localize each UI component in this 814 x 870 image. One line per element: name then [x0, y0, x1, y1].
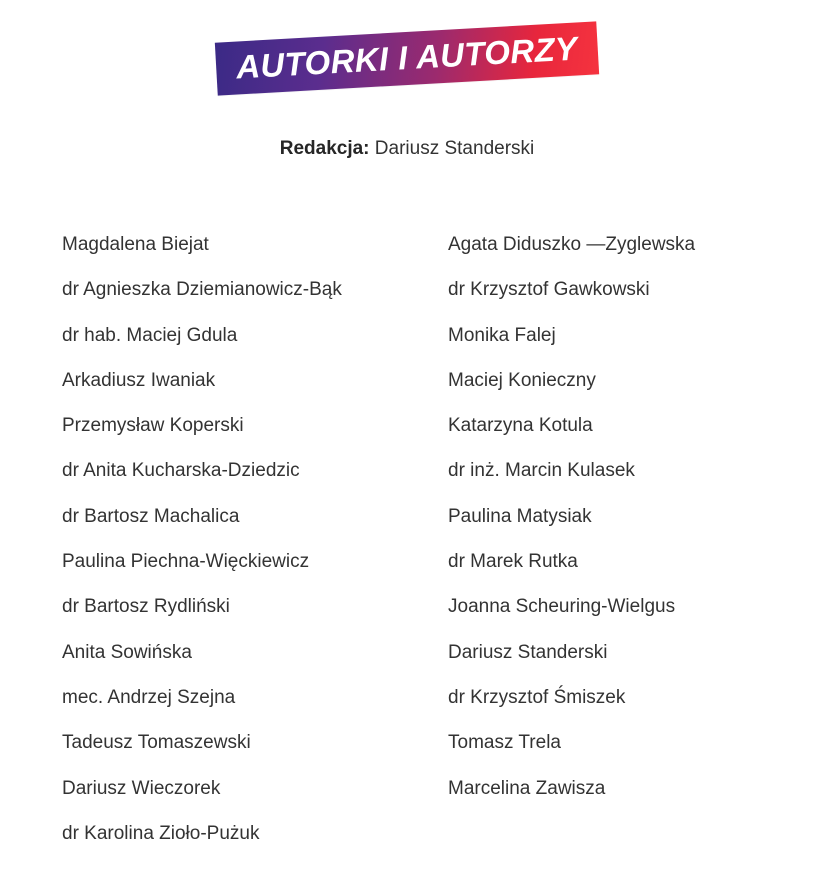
author-name: Agata Diduszko —Zyglewska: [448, 234, 696, 255]
author-name: Maciej Konieczny: [448, 369, 596, 391]
author-name: dr Karolina Zioło-Pużuk: [62, 822, 260, 844]
author-name: Przemysław Koperski: [62, 415, 244, 437]
authors-columns: [0, 222, 814, 856]
author-name: dr Agnieszka Dziemianowicz-Bąk: [62, 279, 342, 301]
author-name: Tadeusz Tomaszewski: [62, 732, 251, 754]
author-name: Joanna Scheuring-Wielgus: [448, 596, 676, 618]
author-name: Anita Sowińska: [62, 641, 192, 663]
editor-name: Dariusz Standerski: [374, 138, 535, 159]
author-name: dr Krzysztof Śmiszek: [448, 686, 626, 708]
author-name: Katarzyna Kotula: [448, 415, 593, 437]
author-name: dr Marek Rutka: [448, 551, 578, 573]
author-name: dr Anita Kucharska-Dziedzic: [62, 460, 300, 482]
author-name: Monika Falej: [448, 324, 556, 346]
editor-credit: [0, 138, 814, 160]
author-name: mec. Andrzej Szejna: [62, 686, 236, 708]
authors-column-left: [0, 222, 386, 856]
editor-label: Redakcja:: [279, 138, 370, 159]
author-name: Paulina Matysiak: [448, 505, 592, 527]
author-name: dr Bartosz Rydliński: [62, 596, 230, 618]
author-name: dr Krzysztof Gawkowski: [448, 279, 650, 301]
page-title: AUTORKI I AUTORZY: [235, 29, 579, 86]
author-name: dr Bartosz Machalica: [62, 505, 240, 527]
author-name: Arkadiusz Iwaniak: [62, 369, 216, 391]
author-name: Dariusz Standerski: [448, 641, 608, 663]
author-name: Tomasz Trela: [448, 732, 561, 754]
author-name: Dariusz Wieczorek: [62, 777, 221, 799]
authors-column-right: [386, 222, 814, 856]
author-name: dr inż. Marcin Kulasek: [448, 460, 635, 482]
author-name: Magdalena Biejat: [62, 234, 209, 255]
author-name: Paulina Piechna-Więckiewicz: [62, 551, 310, 573]
title-banner-shape: [215, 21, 599, 95]
author-name: dr hab. Maciej Gdula: [62, 324, 238, 346]
author-name: Marcelina Zawisza: [448, 777, 606, 799]
title-banner: [0, 29, 814, 86]
